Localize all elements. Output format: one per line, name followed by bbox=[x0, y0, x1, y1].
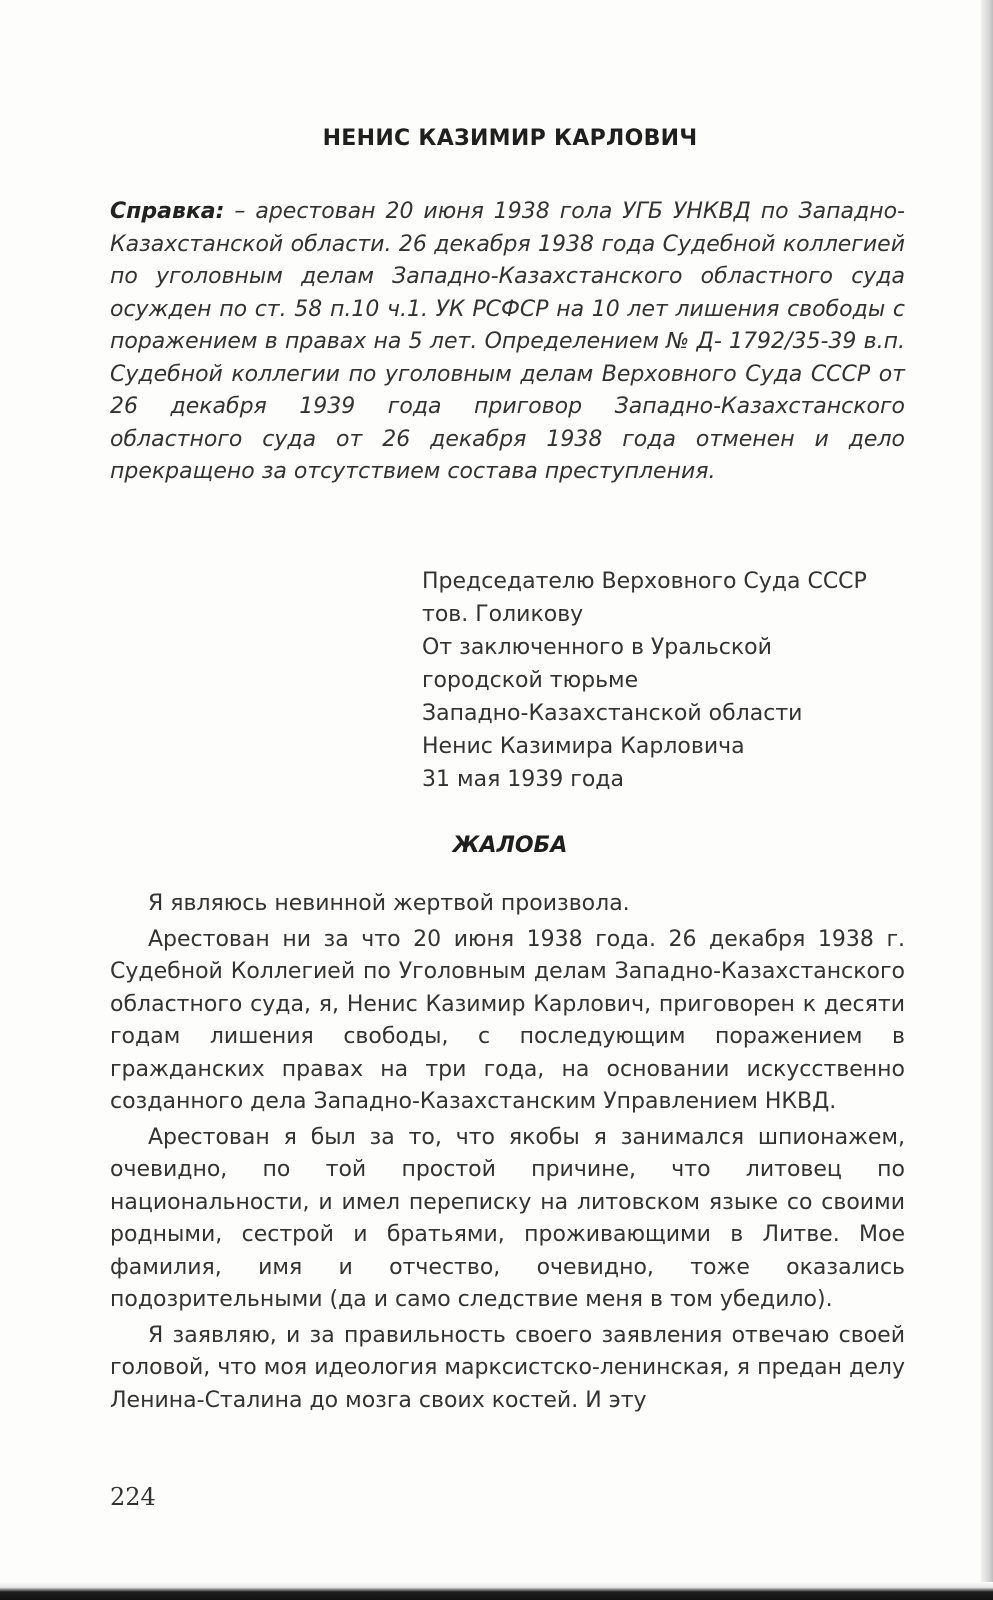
address-line: городской тюрьме bbox=[422, 668, 639, 693]
address-line: Западно-Казахстанской области bbox=[422, 701, 803, 726]
scan-edge-bottom bbox=[0, 1582, 993, 1600]
address-line: тов. Голикову bbox=[422, 602, 584, 627]
page-number: 224 bbox=[110, 1483, 156, 1511]
complaint-body bbox=[110, 888, 905, 1417]
complaint-heading: ЖАЛОБА bbox=[452, 833, 568, 858]
address-line: От заключенного в Уральской bbox=[422, 635, 772, 660]
complaint-paragraph: Арестован ни за что 20 июня 1938 года. 26 декабря 1938 г. Судебной Коллегией по Уголовным делам Западно-Казахстанского областного суда, я, Ненис Казимир Карлович, приговорен к десяти годам лишения свободы, с последующим поражением в гражданских правах на три года, на основании искусственно созданного дела Западно-Казахстанским Управлением НКВД. bbox=[110, 926, 905, 1114]
complaint-paragraph: Я являюсь невинной жертвой произвола. bbox=[148, 891, 630, 916]
addressee-block bbox=[422, 565, 922, 796]
address-line: Ненис Казимира Карловича bbox=[422, 734, 745, 759]
reference-note bbox=[110, 196, 905, 489]
complaint-paragraph: Я заявляю, и за правильность своего заявления отвечаю своей головой, что моя идеология марксистско-ленинская, я предан делу Ленина-Сталина до мозга своих костей. И эту bbox=[110, 1322, 905, 1413]
reference-label: Справка: bbox=[110, 199, 225, 224]
page-title: НЕНИС КАЗИМИР КАРЛОВИЧ bbox=[322, 126, 698, 151]
complaint-paragraph: Арестован я был за то, что якобы я занимался шпионажем, очевидно, по той простой причине, что литовец по национальности, и имел переписку на литовском языке со своими родными, сестрой и братьями, проживающими в Литве. Мое фамилия, имя и отчество, очевидно, тоже оказались подозрительными (да и само следствие меня в том убедило). bbox=[110, 1124, 905, 1312]
reference-text: – арестован 20 июня 1938 гола УГБ УНКВД по Западно-Казахстанской области. 26 декабря 1938 года Судебной коллегией по уголовным делам Западно-Казахстанского областного суда осужден по ст. 58 п.10 ч.1. УК РСФСР на 10 лет лишения свободы с поражением в правах на 5 лет. Определением № Д- 1792/35-39 в.п. Судебной коллегии по уголовным делам Верховного Суда СССР от 26 декабря 1939 года приговор Западно-Казахстанского областного суда от 26 декабря 1938 года отменен и дело прекращено за отсутствием состава преступления. bbox=[110, 199, 905, 484]
address-date: 31 мая 1939 года bbox=[422, 767, 624, 792]
address-line: Председателю Верховного Суда СССР bbox=[422, 569, 867, 594]
scan-edge-right bbox=[981, 0, 993, 1600]
